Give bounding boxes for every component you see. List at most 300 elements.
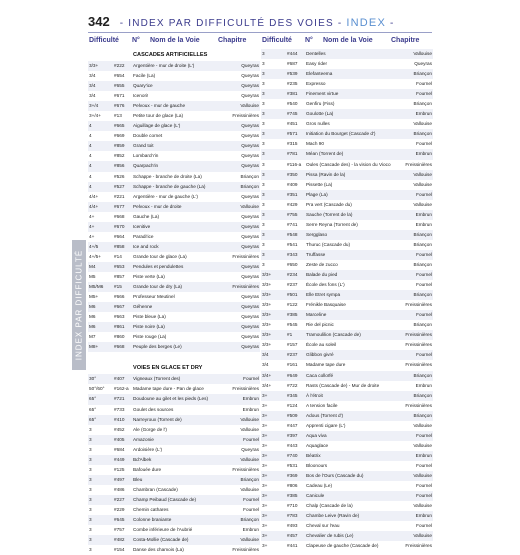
route-difficulty: 3+ — [262, 543, 268, 549]
index-row — [88, 485, 260, 495]
route-number: #721 — [114, 396, 125, 402]
route-name: A tension facile — [306, 402, 338, 408]
route-number: #407 — [114, 376, 125, 382]
index-row — [261, 461, 433, 471]
route-number: #405 — [114, 436, 125, 442]
route-difficulty: M7 — [89, 334, 96, 340]
route-difficulty: 3 — [262, 161, 265, 167]
route-number: #222 — [114, 63, 125, 68]
route-difficulty: 3 — [89, 466, 92, 472]
route-chapter: Briançon — [413, 322, 432, 328]
route-difficulty: 3 — [262, 81, 265, 87]
index-row — [88, 282, 260, 292]
index-row — [88, 202, 260, 212]
header-chapter: Chapitre — [391, 37, 420, 44]
route-difficulty: 3/4 — [89, 83, 96, 89]
route-name: Professeur Meutinel — [133, 294, 175, 300]
index-row — [261, 220, 433, 230]
route-number: #385 — [287, 312, 298, 318]
index-row — [261, 350, 433, 360]
route-chapter: Queyras — [241, 123, 259, 129]
route-name: Facile (La) — [133, 73, 156, 79]
index-row — [88, 101, 260, 111]
route-number: #447 — [287, 422, 298, 428]
index-row — [88, 151, 260, 161]
index-row — [261, 270, 433, 280]
route-name: Marceline — [306, 312, 327, 318]
index-row — [261, 99, 433, 109]
route-number: #227 — [114, 496, 125, 502]
route-name: Clapeuse de gauche (Cascade de) — [306, 543, 379, 549]
route-name: Easy rider — [306, 61, 328, 67]
index-row — [261, 230, 433, 240]
index-row — [88, 71, 260, 81]
route-number: #385 — [287, 493, 298, 499]
route-number: #858 — [114, 243, 125, 249]
index-row — [261, 371, 433, 381]
route-name: Pissette (La) — [306, 181, 333, 187]
route-number: #668 — [114, 213, 125, 219]
route-name: Finement virtue — [306, 91, 339, 97]
route-difficulty: 4+/5+ — [89, 253, 101, 259]
route-difficulty: 3 — [262, 211, 265, 217]
route-difficulty: 3+ — [262, 392, 268, 398]
route-chapter: Fournel — [416, 282, 432, 288]
route-name: Rasts (Cascade de) - Mur de droite — [306, 382, 380, 388]
index-row — [88, 332, 260, 342]
route-number: #783 — [287, 513, 298, 519]
route-number: #397 — [287, 432, 298, 438]
route-name: Canicule — [306, 493, 325, 499]
route-difficulty: 3+ — [262, 523, 268, 529]
route-name: Danse des chamois (La) — [133, 547, 184, 553]
route-name: Chemin cathares — [133, 506, 169, 512]
route-number: #13 — [114, 113, 122, 119]
route-number: #684 — [114, 446, 125, 452]
route-number: #545 — [287, 322, 298, 328]
route-chapter: Freissinières — [232, 386, 259, 392]
route-chapter: Queyras — [241, 334, 259, 340]
header-number: N° — [132, 37, 140, 44]
route-name: Truffasse — [306, 251, 326, 257]
index-row — [261, 501, 433, 511]
route-name: Pissa (Ravin de la) — [306, 171, 346, 177]
route-number: #229 — [114, 506, 125, 512]
route-difficulty: 3 — [89, 486, 92, 492]
route-chapter: Queyras — [241, 133, 259, 139]
route-chapter: Freissinières — [232, 466, 259, 472]
route-difficulty: 3+ — [262, 462, 268, 468]
index-row — [88, 435, 260, 445]
route-chapter: Vallouise — [413, 51, 432, 56]
route-difficulty: 3 — [262, 201, 265, 207]
route-number: #857 — [114, 273, 125, 279]
route-difficulty: 3 — [262, 141, 265, 147]
route-name: À l'étroit — [306, 392, 323, 398]
route-number: #451 — [287, 121, 298, 127]
route-name: Icenori! — [133, 93, 149, 99]
route-number: #665 — [114, 123, 125, 129]
header-difficulty: Difficulté — [262, 37, 292, 44]
route-difficulty: 4 — [89, 133, 92, 139]
index-row — [261, 210, 433, 220]
route-difficulty: 65° — [89, 396, 97, 402]
route-difficulty: 3+ — [262, 442, 268, 448]
index-row — [261, 381, 433, 391]
route-number: #745 — [287, 111, 298, 117]
route-chapter: Fournel — [416, 432, 432, 438]
route-name: Grande tour de dry (La) — [133, 284, 182, 290]
route-name: Chalp (Cascade de la) — [306, 503, 353, 509]
route-difficulty: 4+ — [89, 223, 95, 229]
route-difficulty: 4 — [89, 173, 92, 179]
route-chapter: Vallouise — [240, 426, 259, 432]
route-number: #650 — [287, 261, 298, 267]
route-difficulty: 3+ — [262, 483, 268, 489]
sidebar-label: INDEX PAR DIFFICULTÉ — [74, 249, 84, 361]
route-chapter: Queyras — [241, 233, 259, 239]
route-difficulty: 3+ — [262, 402, 268, 408]
route-chapter: Queyras — [241, 304, 259, 310]
route-chapter: Freissinières — [405, 543, 432, 549]
route-difficulty: 3/4 — [89, 73, 96, 79]
index-row — [88, 425, 260, 435]
route-difficulty: 3 — [262, 171, 265, 177]
route-number: #501 — [287, 292, 298, 298]
route-chapter: Freissinières — [232, 253, 259, 259]
route-number: #670 — [114, 223, 125, 229]
route-difficulty: M5 — [89, 273, 96, 279]
route-name: Gros nulles — [306, 121, 330, 127]
route-difficulty: M5+ — [89, 294, 99, 300]
route-name: Petite tour de glace (La) — [133, 113, 184, 119]
route-difficulty: 3/4 — [262, 362, 269, 368]
route-difficulty: 4/4+ — [89, 193, 99, 199]
route-number: #852 — [114, 153, 125, 159]
index-row — [261, 89, 433, 99]
index-row — [261, 109, 433, 119]
route-difficulty: 3+/4 — [89, 103, 99, 109]
index-row — [261, 129, 433, 139]
route-difficulty: 3 — [89, 496, 92, 502]
route-chapter: Queyras — [241, 294, 259, 300]
route-name: Doudoune au gilet et les pieds (Les) — [133, 396, 209, 402]
route-chapter: Fournel — [416, 352, 432, 358]
route-name: Piste noire (La) — [133, 324, 165, 330]
route-difficulty: 3+ — [262, 472, 268, 478]
route-chapter: Queyras — [241, 263, 259, 269]
route-chapter: Briançon — [413, 392, 432, 398]
index-row — [88, 505, 260, 515]
route-difficulty: 65° — [89, 416, 97, 422]
route-difficulty: M6 — [89, 304, 96, 310]
route-number: #669 — [114, 133, 125, 139]
index-row — [261, 240, 433, 250]
page-title — [120, 17, 395, 29]
route-difficulty: 3 — [262, 71, 265, 77]
route-number: #531 — [287, 462, 298, 468]
route-name: Schappe - branche de gauche (La) — [133, 183, 206, 189]
route-chapter: Vallouise — [413, 121, 432, 127]
header-difficulty: Difficulté — [89, 37, 119, 44]
route-name: Champ Peibaud (Cascade de) — [133, 496, 197, 502]
route-number: #667 — [114, 304, 125, 310]
index-row — [88, 121, 260, 131]
index-row — [261, 139, 433, 149]
route-name: Combe inférieure de l'Aubrié — [133, 527, 193, 533]
route-chapter: Fournel — [243, 376, 259, 382]
route-difficulty: 3+ — [262, 452, 268, 458]
route-number: #443 — [287, 442, 298, 448]
route-difficulty: 3 — [262, 61, 265, 67]
route-name: Aiguillage de glace (L') — [133, 123, 181, 129]
route-difficulty: M6 — [89, 314, 96, 320]
route-chapter: Fournel — [416, 141, 432, 147]
route-chapter: Fournel — [416, 483, 432, 489]
index-row — [261, 69, 433, 79]
route-name: Madame tape dure - Pan de glace — [133, 386, 204, 392]
route-number: #666 — [114, 294, 125, 300]
route-difficulty: 3 — [262, 111, 265, 117]
route-difficulty: 3 — [262, 191, 265, 197]
route-chapter: Briançon — [413, 101, 432, 107]
index-row — [261, 200, 433, 210]
index-row — [261, 149, 433, 159]
route-number: #343 — [287, 251, 298, 257]
title-suffix: - — [389, 18, 395, 29]
route-number: #486 — [114, 486, 125, 492]
route-name: Dentelles — [306, 51, 326, 56]
index-row — [88, 475, 260, 485]
route-difficulty: 3/3+ — [262, 282, 272, 288]
route-chapter: Vallouise — [240, 203, 259, 209]
route-chapter: Queyras — [241, 223, 259, 229]
route-number: #444 — [287, 51, 298, 56]
route-number: #806 — [287, 483, 298, 489]
route-difficulty: 3 — [262, 101, 265, 107]
route-number: #509 — [287, 412, 298, 418]
route-number: #116-a — [287, 161, 302, 167]
index-row — [88, 405, 260, 415]
route-name: École au soleil — [306, 342, 337, 348]
route-chapter: Fournel — [416, 272, 432, 278]
index-row — [261, 481, 433, 491]
index-row — [261, 391, 433, 401]
route-number: #860 — [114, 334, 125, 340]
route-difficulty: 50°/60° — [89, 386, 105, 392]
route-number: #449 — [114, 456, 125, 462]
route-difficulty: M6 — [89, 324, 96, 330]
route-name: Rie del picnic — [306, 322, 334, 328]
route-name: Plage (La) — [306, 191, 328, 197]
route-number: #235 — [287, 81, 298, 87]
section-heading: CASCADES ARTIFICIELLES — [133, 52, 208, 58]
right-index-column — [261, 49, 433, 551]
index-row — [88, 525, 260, 535]
index-row — [88, 394, 260, 404]
route-chapter: Briançon — [413, 131, 432, 137]
route-name: Argentière - mur de droite (L') — [133, 63, 195, 68]
index-row — [88, 182, 260, 192]
index-row — [261, 521, 433, 531]
route-chapter: Queyras — [241, 83, 259, 89]
route-chapter: Vallouise — [413, 181, 432, 187]
route-number: #237 — [287, 282, 298, 288]
index-row — [88, 495, 260, 505]
route-chapter: Briançon — [413, 241, 432, 247]
index-row — [261, 471, 433, 481]
route-number: #482 — [114, 537, 125, 543]
route-chapter: Fournel — [416, 251, 432, 257]
route-number: #154 — [114, 547, 125, 553]
route-number: #441 — [287, 543, 298, 549]
index-row — [88, 515, 260, 525]
route-number: #540 — [287, 101, 298, 107]
route-difficulty: 3 — [262, 251, 265, 257]
route-number: #221 — [114, 193, 125, 199]
route-name: Caca colloïfé — [306, 372, 334, 378]
route-name: Gauche (La) — [133, 213, 160, 219]
route-number: #856 — [114, 163, 125, 169]
route-name: Ardoisière (L') — [133, 446, 163, 452]
route-name: Goulotte (La) — [306, 111, 334, 117]
route-difficulty: 3 — [89, 426, 92, 432]
route-number: #676 — [114, 103, 125, 109]
route-difficulty: 3 — [262, 181, 265, 187]
route-difficulty: 3 — [89, 517, 92, 523]
route-difficulty: 3+ — [262, 412, 268, 418]
route-number: #687 — [287, 61, 298, 67]
route-name: Initiation du Bourget (Cascade d') — [306, 131, 376, 137]
route-difficulty: 3 — [89, 506, 92, 512]
route-number: #350 — [287, 171, 298, 177]
route-name: Genfiru (Fiss) — [306, 101, 335, 107]
route-number: #452 — [114, 426, 125, 432]
route-difficulty: 3/4 — [89, 93, 96, 99]
route-chapter: Freissinières — [232, 113, 259, 119]
route-number: #677 — [114, 203, 125, 209]
route-name: Piste verte (La) — [133, 273, 165, 279]
route-chapter: Queyras — [241, 314, 259, 320]
index-row — [88, 232, 260, 242]
route-name: Expresso — [306, 81, 326, 87]
route-name: Chevalier de rubis (Le) — [306, 533, 354, 539]
route-difficulty: 3+ — [262, 422, 268, 428]
route-number: #668 — [114, 344, 125, 350]
route-name: Bloonours — [306, 462, 328, 468]
route-difficulty: 4 — [89, 183, 92, 189]
route-number: #125 — [114, 466, 125, 472]
route-difficulty: 3 — [262, 241, 265, 247]
route-chapter: Queyras — [241, 63, 259, 68]
route-number: #859 — [114, 143, 125, 149]
route-difficulty: 4 — [89, 143, 92, 149]
route-name: Apprenti cigare (L') — [306, 422, 346, 428]
route-number: #571 — [287, 131, 298, 137]
route-name: Frénikle Basquaise — [306, 302, 346, 308]
route-name: Bleu — [133, 476, 143, 482]
left-index-column — [88, 49, 260, 555]
route-difficulty: 3 — [89, 446, 92, 452]
route-name: Béatrix — [306, 452, 321, 458]
route-name: Grand toit — [133, 143, 154, 149]
route-chapter: Vallouise — [413, 422, 432, 428]
index-row — [261, 300, 433, 310]
index-row — [261, 441, 433, 451]
index-row — [261, 491, 433, 501]
route-chapter: Vallouise — [240, 537, 259, 543]
route-difficulty: 3/4+ — [262, 382, 272, 388]
route-number: #369 — [287, 472, 298, 478]
route-number: #527 — [114, 183, 125, 189]
route-chapter: Freissinières — [232, 547, 259, 553]
route-chapter: Fournel — [416, 191, 432, 197]
route-chapter: Queyras — [241, 143, 259, 149]
index-row — [261, 431, 433, 441]
route-difficulty: 3/3+ — [89, 63, 99, 68]
index-row — [88, 172, 260, 182]
route-name: Cadeau (Le) — [306, 483, 333, 489]
index-row — [261, 340, 433, 350]
route-name: Quary'ice — [133, 83, 153, 89]
route-number: #497 — [114, 476, 125, 482]
index-row — [261, 320, 433, 330]
route-difficulty: 3/3+ — [262, 322, 272, 328]
route-name: Pendules et pendulettes — [133, 263, 184, 269]
route-difficulty: 3 — [89, 476, 92, 482]
route-number: #161 — [287, 362, 298, 368]
index-row — [88, 445, 260, 455]
route-chapter: Briançon — [413, 372, 432, 378]
route-chapter: Embrun — [242, 406, 259, 412]
route-chapter: Vallouise — [240, 456, 259, 462]
route-number: #663 — [114, 314, 125, 320]
route-chapter: Freissinières — [405, 332, 432, 338]
route-name: Double cornet — [133, 133, 163, 139]
route-name: Elle Etret sympa — [306, 292, 341, 298]
route-chapter: Briançon — [413, 292, 432, 298]
route-difficulty: 3 — [89, 436, 92, 442]
route-chapter: Queyras — [241, 163, 259, 169]
route-number: #14 — [114, 253, 122, 259]
right-column-headers — [261, 37, 433, 47]
route-chapter: Queyras — [414, 61, 432, 67]
route-name: Goulet des sources — [133, 406, 174, 412]
route-number: #861 — [114, 324, 125, 330]
index-row — [88, 342, 260, 352]
route-name: Cheval sur l'eau — [306, 523, 340, 529]
route-number: #157 — [287, 342, 298, 348]
route-name: Mach 90 — [306, 141, 324, 147]
route-name: Peuple des berges (Le) — [133, 344, 182, 350]
route-chapter: Queyras — [241, 243, 259, 249]
route-name: Schappe - branche de droite (La) — [133, 173, 202, 179]
route-name: Chambran (Cascade) — [133, 486, 178, 492]
route-name: Serre Reyna (Torrent de) — [306, 221, 358, 227]
route-number: #124 — [287, 402, 298, 408]
route-difficulty: 4 — [89, 153, 92, 159]
route-difficulty: 3/3+ — [262, 332, 272, 338]
route-chapter: Vallouise — [413, 442, 432, 448]
route-chapter: Briançon — [413, 261, 432, 267]
index-row — [88, 292, 260, 302]
index-row — [88, 222, 260, 232]
route-difficulty: 3/3+ — [262, 342, 272, 348]
route-difficulty: 4+/5 — [89, 243, 99, 249]
route-number: #649 — [287, 372, 298, 378]
route-chapter: Briançon — [240, 476, 259, 482]
route-chapter: Fournel — [416, 523, 432, 529]
